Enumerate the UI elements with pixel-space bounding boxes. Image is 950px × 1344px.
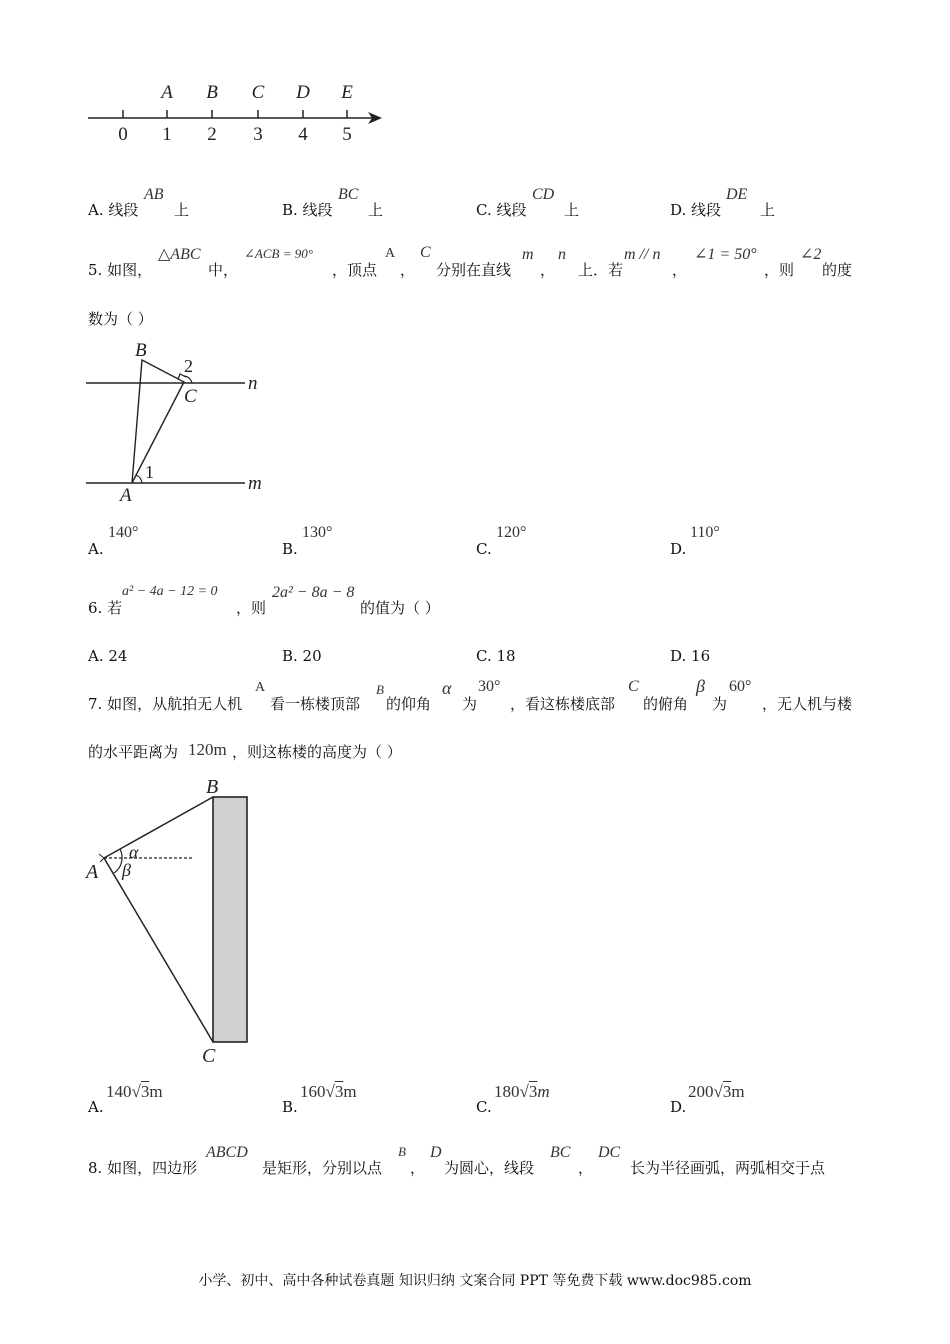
q6-options (88, 646, 868, 666)
q8-stem: 8. 如图，四边形 ABCD 是矩形，分别以点 B ， D 为圆心，线段 BC ， DC 长为半径画弧，两弧相交于点 (88, 1144, 826, 1177)
tick-label-0: 0 (118, 124, 128, 145)
q4-option-c-math: CD (532, 186, 555, 203)
q7-figure (80, 772, 270, 1072)
q7-stem: 7. 如图，从航拍无人机 A 看一栋楼顶部 B 的仰角 α 为 30° ，看这栋楼底部 C 的俯角 β 为 60° ，无人机与楼 (88, 676, 853, 713)
q5-fig-label-a: A (120, 485, 132, 506)
q4-option-a-math: AB (144, 186, 164, 203)
q5-stem: 5. 如图， △ABC 中， ∠ACB = 90° ，顶点 A ， C 分别在直线 m ， n 上．若 m // n ， ∠1 = 50° ，则 ∠2 的度 (88, 244, 853, 279)
q7-fig-label-c: C (202, 1045, 216, 1067)
sqrt-symbol: √ (713, 1082, 723, 1101)
q5-fig-angle-2: 2 (184, 356, 193, 376)
q4-option-b-math: BC (338, 186, 359, 203)
number-line-figure (80, 70, 400, 150)
q7-fig-label-b: B (206, 776, 219, 798)
q7-fig-beta: β (122, 860, 131, 880)
point-label-a: A (161, 82, 173, 103)
tick-label-5: 5 (342, 124, 352, 145)
q6-stem: 6. 若 a² − 4a − 12 = 0 ，则 2a² − 8a − 8 的值为（ ） (88, 584, 440, 617)
tick-label-4: 4 (298, 124, 308, 145)
sqrt-symbol: √ (325, 1082, 335, 1101)
point-label-c: C (251, 82, 265, 103)
q7-stem-line2: 的水平距离为 120m ，则这栋楼的高度为（ ） (88, 740, 402, 761)
point-label-d: D (296, 82, 310, 103)
q7-fig-alpha: α (129, 842, 139, 862)
q5-fig-label-b: B (135, 340, 147, 361)
q5-fig-label-c: C (184, 386, 197, 407)
point-label-b: B (206, 82, 218, 103)
tick-label-2: 2 (207, 124, 217, 145)
q6-option-a[interactable]: A. 24 (88, 647, 128, 665)
q5-fig-angle-1: 1 (145, 462, 154, 482)
point-label-e: E (341, 82, 353, 103)
tick-label-1: 1 (162, 124, 172, 145)
q5-fig-label-m: m (248, 473, 262, 494)
q6-option-d[interactable]: D. 16 (670, 647, 711, 665)
sqrt-symbol: √ (131, 1082, 141, 1101)
q5-stem-line2: 数为（ ） (88, 310, 153, 328)
q5-figure (80, 336, 280, 506)
page-footer: 小学、初中、高中各种试卷真题 知识归纳 文案合同 PPT 等免费下载 www.doc985.com (198, 1273, 752, 1289)
q5-fig-label-n: n (248, 373, 258, 394)
q6-option-b[interactable]: B. 20 (282, 647, 322, 665)
q7-fig-label-a: A (86, 861, 99, 883)
q4-options: A. 线段 AB 上 B. 线段 BC 上 C. 线段 CD 上 D. 线段 DE 上 (88, 186, 776, 219)
sqrt-symbol: √ (519, 1082, 529, 1101)
tick-label-3: 3 (253, 124, 263, 145)
q7-options: A. 140√3m B. 160√3m C. 180√3m D. 200√3m (88, 1082, 745, 1116)
q6-option-c[interactable]: C. 18 (476, 647, 516, 665)
q4-option-d-math: DE (726, 186, 748, 203)
q5-options: A. 140° B. 130° C. 120° D. 110° (88, 524, 720, 558)
